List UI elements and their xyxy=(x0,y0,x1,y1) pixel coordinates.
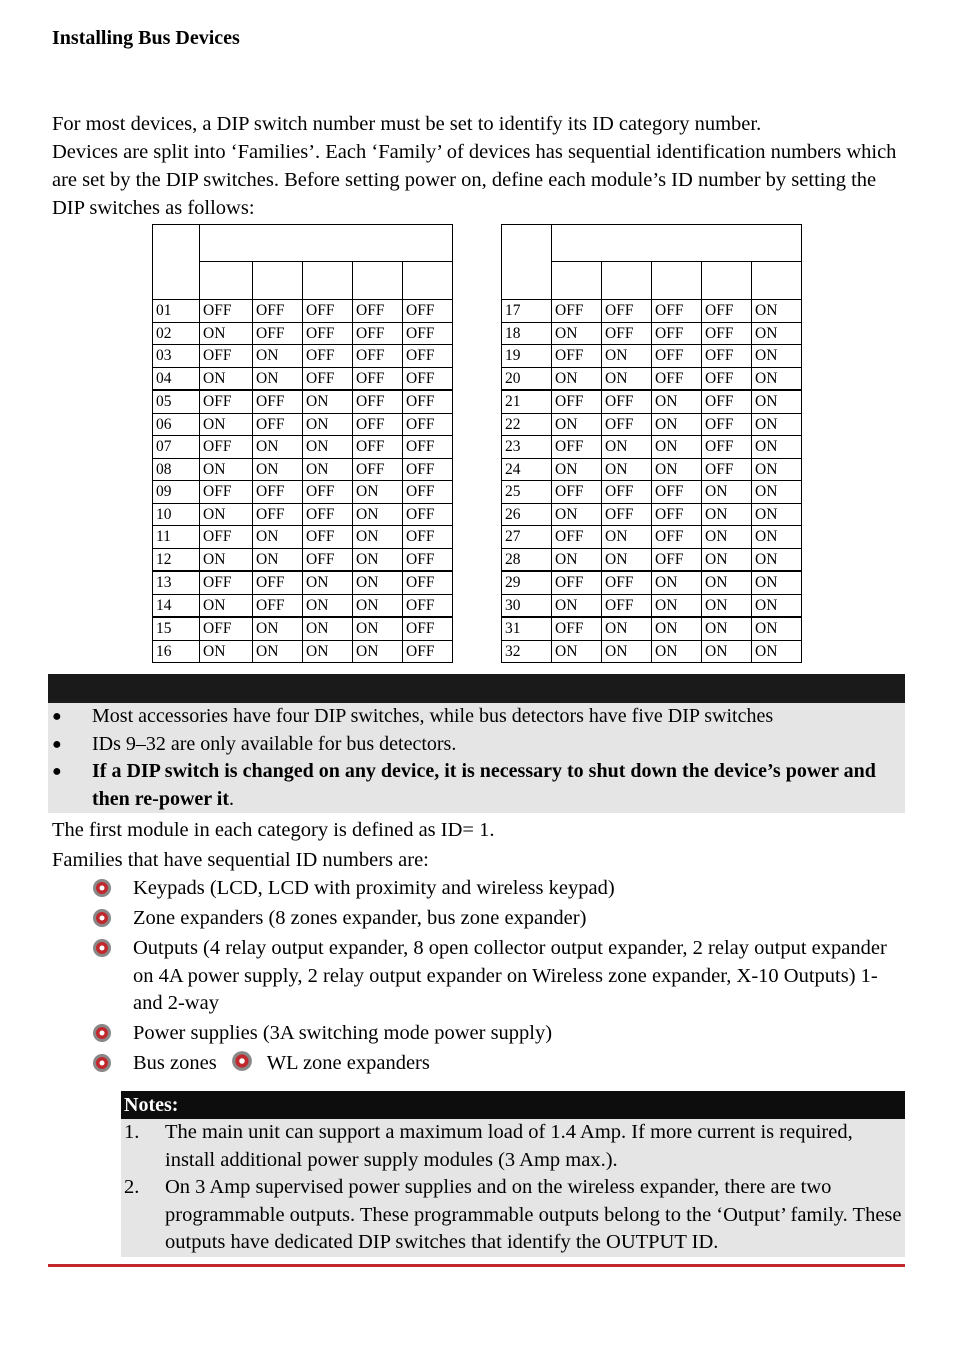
id-cell: 04 xyxy=(153,367,200,390)
dip-switch-cell: OFF xyxy=(403,481,453,504)
dip-switch-cell: OFF xyxy=(403,571,453,594)
note-number: 2. xyxy=(124,1176,140,1198)
red-swirl-bullet-icon xyxy=(92,938,112,958)
intro-line-2: Devices are split into ‘Families’. Each ‘Family’ of devices has sequential identification numbers which are set by the DIP switches. Before setting power on, define each module’s ID number by setting the DIP switches as follows: xyxy=(52,141,897,219)
dip-switch-cell: ON xyxy=(253,436,303,459)
bullet-text: Most accessories have four DIP switches, while bus detectors have five DIP switches xyxy=(92,705,774,727)
dip-switch-cell: ON xyxy=(752,481,802,504)
family-list xyxy=(90,875,910,1080)
dip-table-body xyxy=(502,300,802,663)
dip-switch-cell: ON xyxy=(303,436,353,459)
dip-switch-cell: OFF xyxy=(353,458,403,481)
dip-switch-cell: OFF xyxy=(702,390,752,413)
dip-switch-cell: ON xyxy=(552,640,602,663)
dip-switch-cell: OFF xyxy=(353,367,403,390)
dip-switch-cell: ON xyxy=(253,367,303,390)
dip-switch-cell: ON xyxy=(652,413,702,436)
family-text: Zone expanders (8 zones expander, bus zone expander) xyxy=(133,907,587,929)
table-row xyxy=(502,617,802,640)
table-row xyxy=(502,458,802,481)
dip-switch-cell: OFF xyxy=(353,345,403,368)
table-row xyxy=(502,548,802,571)
dip-switch-cell: OFF xyxy=(552,617,602,640)
dip-switch-cell: OFF xyxy=(353,322,403,345)
id-cell: 14 xyxy=(153,594,200,617)
dip-switch-cell: OFF xyxy=(353,300,403,323)
id-cell: 10 xyxy=(153,503,200,526)
red-swirl-bullet-icon xyxy=(92,1053,112,1073)
dip-switch-cell: ON xyxy=(602,617,652,640)
id-cell: 09 xyxy=(153,481,200,504)
dip-switch-cell: ON xyxy=(702,594,752,617)
dip-switch-cell: ON xyxy=(652,617,702,640)
dip-switch-cell: OFF xyxy=(702,300,752,323)
table-row xyxy=(153,367,453,390)
table-row xyxy=(502,322,802,345)
dip-switch-cell: ON xyxy=(752,367,802,390)
bullet-text-end: . xyxy=(229,787,235,810)
table-header-switch-cell xyxy=(702,262,752,300)
id-cell: 12 xyxy=(153,548,200,571)
dip-switch-cell: OFF xyxy=(552,390,602,413)
dip-switch-cell: OFF xyxy=(253,413,303,436)
dip-switch-cell: ON xyxy=(602,458,652,481)
dip-switch-cell: OFF xyxy=(253,300,303,323)
dip-switch-cell: OFF xyxy=(552,436,602,459)
id-cell: 26 xyxy=(502,503,552,526)
dip-switch-cell: OFF xyxy=(403,300,453,323)
dip-switch-cell: ON xyxy=(303,413,353,436)
list-item xyxy=(121,1174,905,1257)
dip-switch-cell: ON xyxy=(303,458,353,481)
id-cell: 11 xyxy=(153,526,200,549)
notes-list xyxy=(121,1119,905,1257)
dip-switch-cell: OFF xyxy=(652,526,702,549)
dip-switch-cell: OFF xyxy=(303,322,353,345)
table-header-switch-cell xyxy=(752,262,802,300)
dip-switch-cell: OFF xyxy=(403,594,453,617)
table-header-dip-cell xyxy=(200,225,453,262)
dip-switch-cell: OFF xyxy=(652,503,702,526)
dip-switch-cell: ON xyxy=(353,594,403,617)
dip-switch-cell: OFF xyxy=(702,413,752,436)
dip-switch-cell: ON xyxy=(752,594,802,617)
bullet-text: IDs 9–32 are only available for bus detectors. xyxy=(92,732,457,755)
dip-switch-cell: ON xyxy=(752,640,802,663)
note-number: 1. xyxy=(124,1121,140,1143)
dip-switch-cell: OFF xyxy=(652,300,702,323)
id-cell: 28 xyxy=(502,548,552,571)
table-row xyxy=(502,594,802,617)
dip-switch-cell: ON xyxy=(652,594,702,617)
id-cell: 03 xyxy=(153,345,200,368)
dip-switch-cell: OFF xyxy=(253,322,303,345)
red-swirl-bullet-icon xyxy=(231,1050,253,1072)
red-swirl-bullet-icon xyxy=(92,1023,112,1043)
id-cell: 06 xyxy=(153,413,200,436)
dip-switch-cell: ON xyxy=(353,617,403,640)
dip-switch-cell: OFF xyxy=(403,458,453,481)
dip-switch-cell: OFF xyxy=(403,640,453,663)
dip-switch-cell: OFF xyxy=(353,390,403,413)
note-text: The main unit can support a maximum load of 1.4 Amp. If more current is required, install additional power supply modules (3 Amp max.). xyxy=(165,1121,853,1171)
dip-switch-cell: OFF xyxy=(200,345,253,368)
dip-switch-cell: OFF xyxy=(200,300,253,323)
dip-table-body xyxy=(153,300,453,663)
dip-switch-cell: ON xyxy=(253,526,303,549)
id-cell: 18 xyxy=(502,322,552,345)
table-row xyxy=(153,322,453,345)
id-cell: 17 xyxy=(502,300,552,323)
dip-switch-cell: OFF xyxy=(303,503,353,526)
dip-switch-cell: OFF xyxy=(403,413,453,436)
dip-switch-cell: ON xyxy=(752,548,802,571)
id-cell: 25 xyxy=(502,481,552,504)
dip-switch-cell: ON xyxy=(353,503,403,526)
id-cell: 15 xyxy=(153,617,200,640)
dip-switch-cell: ON xyxy=(200,594,253,617)
dip-switch-cell: ON xyxy=(752,345,802,368)
important-note-box xyxy=(48,674,905,813)
dip-switch-cell: OFF xyxy=(403,503,453,526)
table-row xyxy=(502,367,802,390)
dip-switch-cell: ON xyxy=(200,548,253,571)
dip-switch-cell: OFF xyxy=(403,345,453,368)
table-row xyxy=(153,413,453,436)
dip-switch-cell: ON xyxy=(200,503,253,526)
id-cell: 20 xyxy=(502,367,552,390)
first-module-text: The first module in each category is defined as ID= 1. xyxy=(52,819,495,841)
table-header-switch-cell xyxy=(303,262,353,300)
dip-switch-cell: OFF xyxy=(403,322,453,345)
table-header-switch-cell xyxy=(552,262,602,300)
footer-divider xyxy=(48,1264,905,1267)
dip-switch-cell: ON xyxy=(752,390,802,413)
dip-switch-cell: ON xyxy=(752,571,802,594)
dip-switch-cell: OFF xyxy=(652,548,702,571)
table-header-switch-cell xyxy=(253,262,303,300)
dip-switch-cell: OFF xyxy=(200,617,253,640)
table-row xyxy=(153,345,453,368)
table-row xyxy=(502,300,802,323)
intro-line-1: For most devices, a DIP switch number must be set to identify its ID category number. xyxy=(52,113,762,135)
id-cell: 21 xyxy=(502,390,552,413)
dip-switch-cell: OFF xyxy=(403,548,453,571)
dip-switch-cell: OFF xyxy=(200,390,253,413)
table-header-switch-cell xyxy=(353,262,403,300)
list-item xyxy=(90,935,910,1018)
dip-switch-cell: ON xyxy=(552,503,602,526)
dip-switch-cell: OFF xyxy=(253,481,303,504)
dip-switch-cell: ON xyxy=(353,481,403,504)
red-swirl-bullet-icon xyxy=(92,908,112,928)
table-row xyxy=(502,640,802,663)
notes-title: Notes: xyxy=(121,1091,905,1119)
dip-switch-cell: OFF xyxy=(403,617,453,640)
id-cell: 07 xyxy=(153,436,200,459)
bullet-icon: ● xyxy=(52,735,62,753)
dip-switch-cell: ON xyxy=(303,640,353,663)
table-row xyxy=(153,458,453,481)
dip-switch-cell: ON xyxy=(652,436,702,459)
id-cell: 27 xyxy=(502,526,552,549)
dip-switch-cell: OFF xyxy=(602,390,652,413)
dip-switch-cell: ON xyxy=(353,548,403,571)
dip-switch-cell: OFF xyxy=(200,481,253,504)
table-header-switch-cell xyxy=(200,262,253,300)
table-row xyxy=(502,571,802,594)
dip-switch-cell: ON xyxy=(702,617,752,640)
table-row xyxy=(153,640,453,663)
dip-switch-cell: ON xyxy=(253,617,303,640)
dip-switch-cell: ON xyxy=(552,458,602,481)
list-item xyxy=(90,1050,910,1078)
dip-switch-cell: OFF xyxy=(200,571,253,594)
dip-switch-cell: ON xyxy=(752,413,802,436)
table-row xyxy=(502,481,802,504)
id-cell: 01 xyxy=(153,300,200,323)
dip-switch-cell: OFF xyxy=(552,300,602,323)
table-header-switch-cell xyxy=(602,262,652,300)
dip-table-ids-1-16 xyxy=(152,224,453,663)
dip-switch-cell: ON xyxy=(353,640,403,663)
table-row xyxy=(153,436,453,459)
id-cell: 24 xyxy=(502,458,552,481)
dip-switch-cell: OFF xyxy=(552,481,602,504)
dip-switch-cell: OFF xyxy=(602,322,652,345)
dip-switch-cell: OFF xyxy=(552,345,602,368)
dip-switch-cell: OFF xyxy=(652,481,702,504)
dip-switch-cell: ON xyxy=(702,571,752,594)
table-row xyxy=(153,481,453,504)
id-cell: 31 xyxy=(502,617,552,640)
table-header-dip-cell xyxy=(552,225,802,262)
list-item xyxy=(48,758,905,813)
id-cell: 08 xyxy=(153,458,200,481)
dip-switch-cell: ON xyxy=(602,345,652,368)
table-row xyxy=(502,526,802,549)
bullet-icon: ● xyxy=(52,708,62,725)
dip-switch-cell: ON xyxy=(200,458,253,481)
id-cell: 19 xyxy=(502,345,552,368)
family-text: Bus zones xyxy=(133,1052,217,1074)
bullet-text-bold: If a DIP switch is changed on any device, it is necessary to shut down the device’s power and then re-power it xyxy=(92,760,876,810)
dip-switch-cell: OFF xyxy=(602,503,652,526)
table-row xyxy=(153,300,453,323)
dip-switch-cell: OFF xyxy=(353,413,403,436)
dip-switch-cell: OFF xyxy=(303,481,353,504)
dip-switch-cell: OFF xyxy=(403,390,453,413)
dip-switch-cell: OFF xyxy=(253,503,303,526)
id-cell: 02 xyxy=(153,322,200,345)
list-item xyxy=(121,1119,905,1174)
dip-switch-cell: ON xyxy=(602,526,652,549)
dip-switch-cell: OFF xyxy=(253,390,303,413)
dip-switch-cell: OFF xyxy=(702,367,752,390)
dip-switch-cell: ON xyxy=(602,367,652,390)
dip-switch-cell: OFF xyxy=(652,322,702,345)
dip-switch-cell: OFF xyxy=(253,594,303,617)
dip-switch-cell: ON xyxy=(652,458,702,481)
dip-switch-cell: OFF xyxy=(652,345,702,368)
table-header-switch-cell xyxy=(652,262,702,300)
id-cell: 16 xyxy=(153,640,200,663)
dip-switch-cell: OFF xyxy=(602,594,652,617)
dip-switch-cell: OFF xyxy=(353,436,403,459)
table-row xyxy=(502,413,802,436)
red-swirl-bullet-icon xyxy=(92,878,112,898)
list-item xyxy=(48,731,905,759)
dip-switch-cell: ON xyxy=(752,617,802,640)
dip-switch-cell: ON xyxy=(702,481,752,504)
table-row xyxy=(153,526,453,549)
dip-switch-cell: ON xyxy=(702,526,752,549)
dip-switch-cell: ON xyxy=(552,413,602,436)
dip-switch-cell: ON xyxy=(303,594,353,617)
dip-switch-cell: OFF xyxy=(602,300,652,323)
table-row xyxy=(153,390,453,413)
dip-switch-cell: ON xyxy=(752,300,802,323)
dip-switch-cell: ON xyxy=(303,390,353,413)
dip-switch-cell: ON xyxy=(200,413,253,436)
dip-switch-cell: ON xyxy=(752,503,802,526)
dip-switch-cell: OFF xyxy=(303,526,353,549)
dip-switch-cell: OFF xyxy=(303,345,353,368)
family-text: WL zone expanders xyxy=(266,1052,430,1074)
dip-switch-cell: ON xyxy=(602,548,652,571)
dip-switch-cell: ON xyxy=(200,367,253,390)
notes-box xyxy=(121,1091,905,1257)
dip-switch-cell: ON xyxy=(200,322,253,345)
dip-switch-cell: ON xyxy=(253,345,303,368)
dip-switch-cell: ON xyxy=(652,390,702,413)
bullet-icon: ● xyxy=(52,763,62,780)
dip-switch-cell: OFF xyxy=(200,526,253,549)
table-row xyxy=(153,594,453,617)
table-header-switch-cell xyxy=(403,262,453,300)
dip-switch-cell: OFF xyxy=(303,548,353,571)
table-row xyxy=(502,390,802,413)
list-item xyxy=(90,875,910,903)
id-cell: 30 xyxy=(502,594,552,617)
family-text: Keypads (LCD, LCD with proximity and wireless keypad) xyxy=(133,877,615,899)
dip-switch-cell: ON xyxy=(552,367,602,390)
dip-switch-cell: OFF xyxy=(403,436,453,459)
dip-switch-cell: ON xyxy=(752,458,802,481)
dip-switch-cell: OFF xyxy=(652,367,702,390)
dip-switch-cell: ON xyxy=(253,458,303,481)
table-row xyxy=(153,548,453,571)
dip-switch-cell: ON xyxy=(552,594,602,617)
dip-switch-cell: OFF xyxy=(602,413,652,436)
dip-switch-cell: OFF xyxy=(702,322,752,345)
dip-switch-cell: ON xyxy=(752,526,802,549)
important-bullet-list xyxy=(48,703,905,813)
table-row xyxy=(502,436,802,459)
dip-switch-cell: OFF xyxy=(303,300,353,323)
list-item xyxy=(90,905,910,933)
family-text: Power supplies (3A switching mode power supply) xyxy=(133,1022,553,1044)
dip-switch-cell: OFF xyxy=(403,367,453,390)
dip-switch-cell: ON xyxy=(702,503,752,526)
list-item xyxy=(90,1020,910,1048)
dip-switch-cell: OFF xyxy=(602,481,652,504)
id-cell: 05 xyxy=(153,390,200,413)
dip-switch-cell: ON xyxy=(752,436,802,459)
dip-switch-cell: OFF xyxy=(702,345,752,368)
dip-switch-cell: ON xyxy=(303,617,353,640)
important-note-title-bar xyxy=(48,674,905,703)
dip-switch-cell: ON xyxy=(602,436,652,459)
dip-switch-cell: ON xyxy=(253,640,303,663)
dip-switch-cell: OFF xyxy=(702,458,752,481)
dip-switch-cell: ON xyxy=(602,640,652,663)
table-row xyxy=(153,617,453,640)
dip-switch-cell: ON xyxy=(353,526,403,549)
dip-switch-cell: ON xyxy=(253,548,303,571)
dip-switch-cell: OFF xyxy=(602,571,652,594)
dip-switch-cell: OFF xyxy=(303,367,353,390)
dip-switch-cell: ON xyxy=(552,548,602,571)
dip-switch-cell: ON xyxy=(353,571,403,594)
id-cell: 13 xyxy=(153,571,200,594)
table-row xyxy=(153,571,453,594)
dip-switch-cell: OFF xyxy=(253,571,303,594)
intro-text xyxy=(52,111,912,222)
families-intro-text: Families that have sequential ID numbers are: xyxy=(52,849,429,871)
id-cell: 23 xyxy=(502,436,552,459)
dip-switch-cell: ON xyxy=(200,640,253,663)
dip-switch-cell: OFF xyxy=(702,436,752,459)
id-cell: 29 xyxy=(502,571,552,594)
dip-switch-cell: OFF xyxy=(403,526,453,549)
family-text: Outputs (4 relay output expander, 8 open collector output expander, 2 relay output expander on 4A power supply, 2 relay output expander on Wireless zone expander, X-10 Outputs) 1- and 2-way xyxy=(133,937,887,1014)
note-text: On 3 Amp supervised power supplies and on the wireless expander, there are two programmable outputs. These programmable outputs belong to the ‘Output’ family. These outputs have dedicated DIP switches that identify the OUTPUT ID. xyxy=(165,1176,902,1253)
dip-switch-cell: OFF xyxy=(552,526,602,549)
dip-switch-cell: OFF xyxy=(552,571,602,594)
id-cell: 22 xyxy=(502,413,552,436)
table-row xyxy=(153,503,453,526)
dip-switch-cell: ON xyxy=(752,322,802,345)
table-row xyxy=(502,345,802,368)
dip-table-ids-17-32 xyxy=(501,224,802,663)
dip-switch-cell: OFF xyxy=(200,436,253,459)
list-item xyxy=(48,703,905,731)
dip-switch-cell: ON xyxy=(702,548,752,571)
page-heading: Installing Bus Devices xyxy=(52,27,240,49)
dip-switch-cell: ON xyxy=(652,640,702,663)
table-header-id-cell xyxy=(502,225,552,300)
table-row xyxy=(502,503,802,526)
dip-switch-cell: ON xyxy=(702,640,752,663)
dip-switch-cell: ON xyxy=(652,571,702,594)
dip-switch-cell: ON xyxy=(303,571,353,594)
dip-switch-cell: ON xyxy=(552,322,602,345)
table-header-id-cell xyxy=(153,225,200,300)
id-cell: 32 xyxy=(502,640,552,663)
